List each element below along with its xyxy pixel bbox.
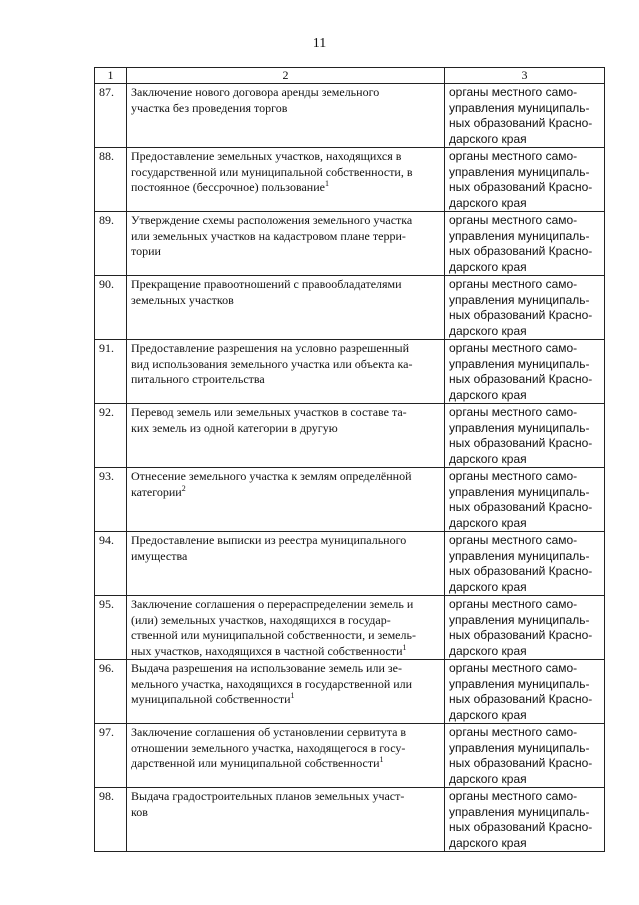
- service-name-line: Предоставление земельных участков, находящихся в: [131, 149, 402, 163]
- service-name: [127, 532, 445, 596]
- authority-line: дарского края: [449, 707, 527, 722]
- authority-line: органы местного само-: [449, 725, 578, 739]
- service-name-line: Заключение соглашения о перераспределении земель и: [131, 597, 414, 611]
- authority-line: дарского края: [449, 771, 527, 786]
- service-name-line: земельных участков: [131, 292, 234, 307]
- column-header-number: 1: [95, 68, 127, 84]
- authority-line: дарского края: [449, 259, 527, 274]
- service-name-line: Отнесение земельного участка к землям определённой: [131, 469, 412, 483]
- row-number: 93.: [95, 468, 127, 532]
- authority-line: органы местного само-: [449, 149, 578, 163]
- authority-line: дарского края: [449, 451, 527, 466]
- authority-line: органы местного само-: [449, 341, 578, 355]
- service-name-line: Выдача разрешения на использование земель или зе-: [131, 661, 402, 675]
- page-number: 11: [312, 36, 327, 51]
- authority-line: управления муниципаль-: [449, 548, 590, 563]
- table-row: [95, 788, 605, 852]
- service-name-line: тории: [131, 244, 161, 258]
- service-name-line: отношении земельного участка, находящегося в госу-: [131, 740, 406, 755]
- column-header-authority: 3: [445, 68, 605, 84]
- authority-line: ных образований Красно-: [449, 628, 593, 642]
- authority-line: органы местного само-: [449, 597, 578, 611]
- authority-line: ных образований Красно-: [449, 308, 593, 322]
- authority-line: управления муниципаль-: [449, 420, 590, 435]
- responsible-authority: [445, 532, 605, 596]
- service-name: [127, 212, 445, 276]
- authority-line: ных образований Красно-: [449, 116, 593, 130]
- row-number: 90.: [95, 276, 127, 340]
- table-row: [95, 596, 605, 660]
- service-name: [127, 340, 445, 404]
- responsible-authority: [445, 788, 605, 852]
- responsible-authority: [445, 148, 605, 212]
- authority-line: органы местного само-: [449, 85, 578, 99]
- authority-line: управления муниципаль-: [449, 612, 590, 627]
- authority-line: дарского края: [449, 579, 527, 594]
- footnote-marker: 1: [402, 642, 407, 652]
- row-number: 88.: [95, 148, 127, 212]
- responsible-authority: [445, 276, 605, 340]
- service-name-line: Предоставление выписки из реестра муниципального: [131, 533, 407, 547]
- footnote-marker: 1: [379, 755, 384, 764]
- authority-line: управления муниципаль-: [449, 228, 590, 243]
- service-name: [127, 84, 445, 148]
- service-name: [127, 660, 445, 724]
- row-number: 89.: [95, 212, 127, 276]
- service-name-line: категории: [131, 484, 182, 499]
- service-name-line: Перевод земель или земельных участков в составе та-: [131, 405, 407, 419]
- table-row: [95, 212, 605, 276]
- table-row: [95, 660, 605, 724]
- service-name-line: мельного участка, находящихся в государственной или: [131, 676, 413, 691]
- service-name-line: дарственной или муниципальной собственности: [131, 756, 380, 770]
- service-name-line: или земельных участков на кадастровом плане терри-: [131, 228, 406, 243]
- authority-line: управления муниципаль-: [449, 356, 590, 371]
- row-number: 97.: [95, 724, 127, 788]
- authority-line: управления муниципаль-: [449, 292, 590, 307]
- table-row: [95, 276, 605, 340]
- service-name-line: муниципальной собственности: [131, 692, 291, 706]
- footnote-marker: 2: [181, 483, 186, 493]
- authority-line: органы местного само-: [449, 533, 578, 547]
- authority-line: управления муниципаль-: [449, 740, 590, 755]
- table-row: [95, 148, 605, 212]
- header-row: [95, 68, 605, 84]
- table-row: [95, 84, 605, 148]
- service-name-line: ственной или муниципальной собственности, и земель-: [131, 628, 416, 642]
- service-name: [127, 724, 445, 788]
- row-number: 91.: [95, 340, 127, 404]
- responsible-authority: [445, 468, 605, 532]
- authority-line: дарского края: [449, 195, 527, 210]
- authority-line: дарского края: [449, 835, 527, 850]
- responsible-authority: [445, 660, 605, 724]
- authority-line: ных образований Красно-: [449, 436, 593, 450]
- service-name-line: Прекращение правоотношений с правообладателями: [131, 277, 402, 291]
- responsible-authority: [445, 596, 605, 660]
- service-name-line: Предоставление разрешения на условно разрешенный: [131, 341, 410, 355]
- responsible-authority: [445, 340, 605, 404]
- authority-line: органы местного само-: [449, 277, 578, 291]
- row-number: 95.: [95, 596, 127, 660]
- footnote-marker: 1: [290, 691, 295, 700]
- table-row: [95, 724, 605, 788]
- footnote-marker: 1: [324, 179, 329, 188]
- authority-line: управления муниципаль-: [449, 164, 590, 179]
- authority-line: органы местного само-: [449, 405, 578, 419]
- authority-line: ных образований Красно-: [449, 180, 593, 194]
- authority-line: ных образований Красно-: [449, 244, 593, 258]
- authority-line: управления муниципаль-: [449, 100, 590, 115]
- authority-line: ных образований Красно-: [449, 372, 593, 386]
- service-name-line: Заключение соглашения об установлении сервитута в: [131, 725, 407, 739]
- service-name-line: Выдача градостроительных планов земельных участ-: [131, 789, 405, 803]
- authority-line: ных образований Красно-: [449, 500, 593, 514]
- authority-line: органы местного само-: [449, 213, 578, 227]
- service-name-line: Утверждение схемы расположения земельного участка: [131, 213, 413, 227]
- service-name-line: (или) земельных участков, находящихся в государ-: [131, 612, 391, 627]
- service-name-line: государственной или муниципальной собственности, в: [131, 164, 413, 179]
- service-name-line: ков: [131, 804, 148, 819]
- service-name-line: имущества: [131, 548, 188, 563]
- service-name: [127, 596, 445, 660]
- service-name: [127, 788, 445, 852]
- service-name: [127, 148, 445, 212]
- authority-line: ных образований Красно-: [449, 820, 593, 834]
- service-name: [127, 276, 445, 340]
- table-body: [95, 84, 605, 852]
- row-number: 98.: [95, 788, 127, 852]
- authority-line: ных образований Красно-: [449, 564, 593, 578]
- service-name-line: постоянное (бессрочное) пользование: [131, 180, 325, 194]
- authority-line: управления муниципаль-: [449, 804, 590, 819]
- responsible-authority: [445, 724, 605, 788]
- authority-line: ных образований Красно-: [449, 756, 593, 770]
- service-name-line: Заключение нового договора аренды земельного: [131, 85, 380, 99]
- table-row: [95, 532, 605, 596]
- responsible-authority: [445, 84, 605, 148]
- authority-line: дарского края: [449, 131, 527, 146]
- services-table: [94, 67, 605, 852]
- authority-line: дарского края: [449, 515, 527, 530]
- authority-line: органы местного само-: [449, 469, 578, 483]
- authority-line: дарского края: [449, 387, 527, 402]
- column-header-service: 2: [127, 68, 445, 84]
- authority-line: управления муниципаль-: [449, 676, 590, 691]
- responsible-authority: [445, 212, 605, 276]
- row-number: 87.: [95, 84, 127, 148]
- row-number: 94.: [95, 532, 127, 596]
- authority-line: управления муниципаль-: [449, 484, 590, 499]
- table-row: [95, 404, 605, 468]
- row-number: 92.: [95, 404, 127, 468]
- responsible-authority: [445, 404, 605, 468]
- service-name-line: ных участков, находящихся в частной собственности: [131, 643, 403, 658]
- table-row: [95, 468, 605, 532]
- service-name: [127, 468, 445, 532]
- authority-line: органы местного само-: [449, 789, 578, 803]
- row-number: 96.: [95, 660, 127, 724]
- service-name-line: ких земель из одной категории в другую: [131, 420, 338, 435]
- service-name-line: участка без проведения торгов: [131, 100, 288, 115]
- table-row: [95, 340, 605, 404]
- authority-line: ных образований Красно-: [449, 692, 593, 706]
- authority-line: дарского края: [449, 323, 527, 338]
- service-name-line: питального строительства: [131, 372, 265, 386]
- authority-line: дарского края: [449, 643, 527, 658]
- service-name-line: вид использования земельного участка или объекта ка-: [131, 356, 413, 371]
- service-name: [127, 404, 445, 468]
- authority-line: органы местного само-: [449, 661, 578, 675]
